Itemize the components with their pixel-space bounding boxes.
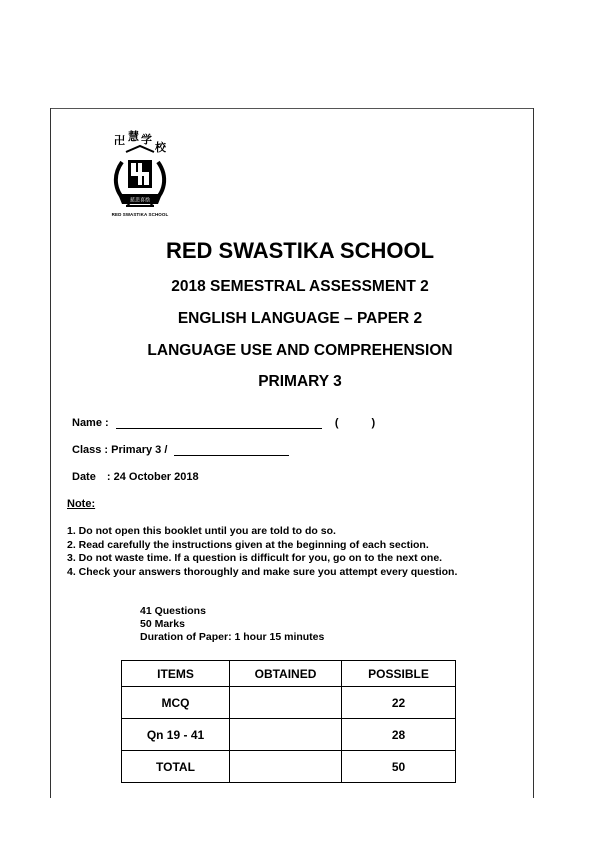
page-border-left bbox=[50, 108, 51, 798]
svg-text:慈悲喜捨: 慈悲喜捨 bbox=[129, 197, 151, 204]
assessment-title: 2018 SEMESTRAL ASSESSMENT 2 bbox=[171, 278, 429, 295]
date-field bbox=[72, 471, 199, 483]
svg-text:卍: 卍 bbox=[114, 134, 125, 147]
row-possible: 50 bbox=[342, 751, 456, 783]
row-possible: 28 bbox=[342, 719, 456, 751]
header-items: ITEMS bbox=[122, 661, 230, 687]
date-label: Date bbox=[72, 471, 96, 483]
instruction-item: 1. Do not open this booklet until you are told to do so. bbox=[67, 525, 336, 537]
page-border-top bbox=[50, 108, 534, 109]
name-field bbox=[72, 417, 375, 429]
date-value: : 24 October 2018 bbox=[106, 471, 199, 483]
question-count: 41 Questions bbox=[140, 605, 206, 617]
logo-caption: RED SWASTIKA SCHOOL bbox=[111, 212, 169, 217]
index-paren-close: ) bbox=[371, 417, 376, 429]
paper-title: ENGLISH LANGUAGE – PAPER 2 bbox=[177, 310, 423, 327]
row-obtained[interactable] bbox=[230, 719, 342, 751]
class-label: Class : Primary 3 / bbox=[72, 444, 168, 456]
index-paren-open: ( bbox=[334, 417, 339, 429]
name-blank-line[interactable] bbox=[116, 418, 322, 429]
paper-duration: Duration of Paper: 1 hour 15 minutes bbox=[140, 631, 325, 643]
paper-info bbox=[140, 605, 324, 644]
table-row bbox=[122, 719, 456, 751]
instruction-item: 2. Read carefully the instructions given at the beginning of each section. bbox=[67, 538, 429, 551]
header-obtained: OBTAINED bbox=[230, 661, 342, 687]
table-row bbox=[122, 687, 456, 719]
row-item: MCQ bbox=[122, 687, 230, 719]
instruction-item: 3. Do not waste time. If a question is difficult for you, go on to the next one. bbox=[67, 552, 443, 564]
svg-text:慧: 慧 bbox=[128, 130, 139, 143]
class-field bbox=[72, 444, 289, 456]
table-row bbox=[122, 751, 456, 783]
table-header-row bbox=[122, 661, 456, 687]
school-logo bbox=[100, 128, 180, 223]
row-item: TOTAL bbox=[122, 751, 230, 783]
section-title: LANGUAGE USE AND COMPREHENSION bbox=[147, 342, 453, 359]
row-possible: 22 bbox=[342, 687, 456, 719]
row-obtained[interactable] bbox=[230, 687, 342, 719]
class-blank-line[interactable] bbox=[174, 445, 289, 456]
instructions-list bbox=[67, 525, 457, 579]
instruction-item: 4. Check your answers thoroughly and make sure you attempt every question. bbox=[67, 565, 458, 578]
svg-text:学: 学 bbox=[141, 133, 152, 146]
mark-count: 50 Marks bbox=[140, 618, 185, 630]
header-possible: POSSIBLE bbox=[342, 661, 456, 687]
level-title: PRIMARY 3 bbox=[258, 373, 342, 390]
row-obtained[interactable] bbox=[230, 751, 342, 783]
name-label: Name : bbox=[72, 417, 109, 429]
school-name: RED SWASTIKA SCHOOL bbox=[165, 238, 435, 263]
marks-table bbox=[121, 660, 456, 783]
page-border-right bbox=[533, 108, 534, 798]
note-heading: Note: bbox=[67, 498, 96, 510]
row-item: Qn 19 - 41 bbox=[122, 719, 230, 751]
svg-text:校: 校 bbox=[155, 141, 166, 154]
